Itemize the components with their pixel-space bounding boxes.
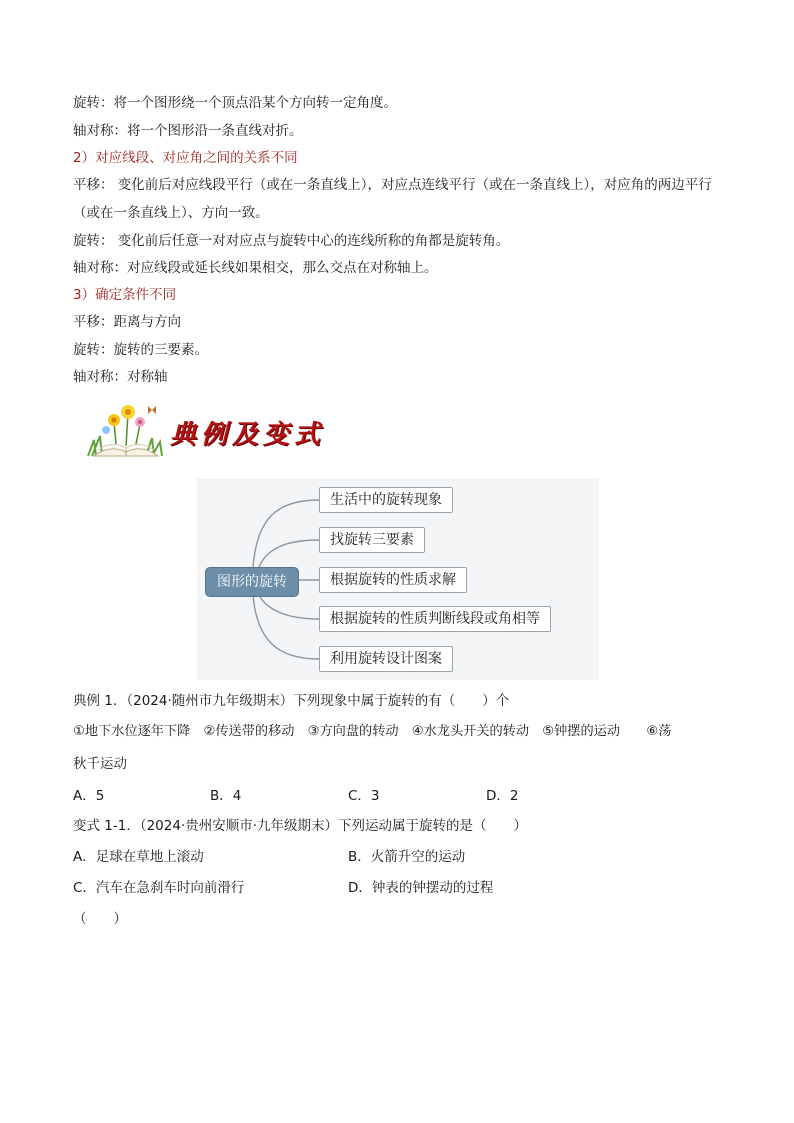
mind-map-branch-node: 生活中的旋转现象 [319,487,453,513]
mind-map-branch-node: 根据旋转的性质判断线段或角相等 [319,606,551,632]
body-line: （或在一条直线上）、方向一致。 [73,205,269,221]
body-line: 旋转：将一个图形绕一个顶点沿某个方向转一定角度。 [73,95,397,111]
open-book-flowers-icon [86,400,166,460]
body-line: 轴对称：将一个图形沿一条直线对折。 [73,123,303,139]
answer-blank: （ ） [73,911,127,927]
example-question: 典例 1．（2024·随州市九年级期末）下列现象中属于旋转的有（ ）个 [73,693,510,709]
answer-option-c: C．3 [348,788,380,804]
mind-map-branch-node: 利用旋转设计图案 [319,646,453,672]
mind-map-branch-node: 根据旋转的性质求解 [319,567,467,593]
mind-map-root-node: 图形的旋转 [205,567,299,597]
answer-option-b: B．火箭升空的运动 [348,849,466,865]
mind-map-branch-node: 找旋转三要素 [319,527,425,553]
body-line: 旋转： 变化前后任意一对对应点与旋转中心的连线所称的角都是旋转角。 [73,233,510,249]
section-heading: 3）确定条件不同 [73,287,177,303]
section-heading: 2）对应线段、对应角之间的关系不同 [73,150,298,166]
answer-option-a: A．5 [73,788,105,804]
answer-option-d: D．2 [486,788,519,804]
body-line: 旋转：旋转的三要素。 [73,342,208,358]
body-line: 平移： 变化前后对应线段平行（或在一条直线上），对应点连线平行（或在一条直线上），对应角的两边平行 [73,177,712,193]
body-line: 平移：距离与方向 [73,314,181,330]
mind-map [197,478,599,680]
example-items: ①地下水位逐年下降 ②传送带的移动 ③方向盘的转动 ④水龙头开关的转动 ⑤钟摆的运动 ⑥荡 [73,724,672,739]
answer-option-b: B．4 [210,788,242,804]
answer-option-a: A．足球在草地上滚动 [73,849,204,865]
body-line: 轴对称：对应线段或延长线如果相交，那么交点在对称轴上。 [73,260,438,276]
example-items: 秋千运动 [73,756,127,772]
answer-option-c: C．汽车在急刹车时向前滑行 [73,880,245,896]
body-line: 轴对称：对称轴 [73,369,168,385]
answer-option-d: D．钟表的钟摆动的过程 [348,880,494,896]
banner-title: 典例及变式 [170,420,326,450]
section-banner [86,400,326,460]
variant-question: 变式 1-1．（2024·贵州安顺市·九年级期末）下列运动属于旋转的是（ ） [73,818,528,834]
